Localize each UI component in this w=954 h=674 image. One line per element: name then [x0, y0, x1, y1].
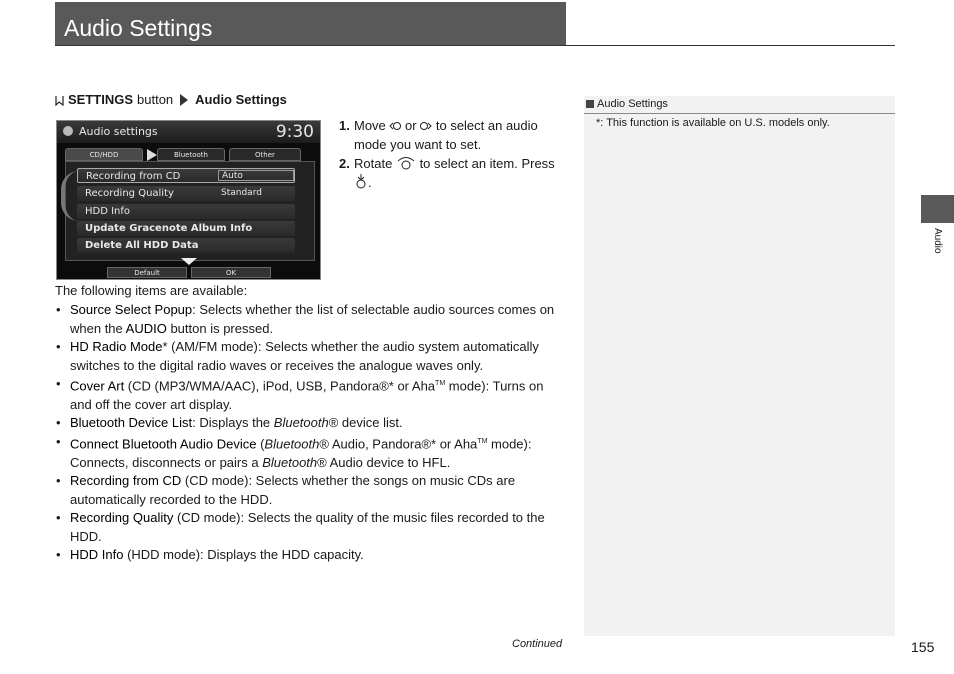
breadcrumb: [55, 92, 287, 107]
tab-bluetooth[interactable]: Bluetooth: [157, 148, 225, 161]
section-tab-marker: [921, 195, 954, 223]
page-title: Audio Settings: [64, 15, 213, 41]
move-right-icon: [420, 120, 432, 132]
continued-label: Continued: [512, 638, 563, 650]
screen-header: [57, 121, 320, 143]
row-label: Recording from CD: [86, 171, 181, 182]
tab-cd-hdd[interactable]: CD/HDD: [65, 148, 143, 161]
row-value: Auto: [222, 171, 243, 181]
list-item: • Bluetooth Device List: Displays the Bluetooth® device list.: [55, 414, 567, 433]
gear-icon: [63, 126, 73, 136]
list-item: • Source Select Popup: Selects whether the list of selectable audio sources comes on when the AUDIO button is pressed.: [55, 301, 567, 338]
screen-row-recording-from-cd[interactable]: [77, 168, 295, 183]
section-tab-label: Audio: [932, 228, 943, 254]
page-title-bar: [55, 2, 566, 45]
list-item: • Connect Bluetooth Audio Device (Bluetooth® Audio, Pandora®* or Aha™ mode): Connects, disconnects or pairs a Bluetooth® Audio device to HFL.: [55, 433, 567, 472]
breadcrumb-arrow-icon: [180, 94, 188, 106]
screen-tabs: [65, 148, 315, 161]
screen-row-delete-hdd[interactable]: [77, 238, 295, 253]
tab-arrow-icon: [147, 149, 157, 161]
sidebar-marker-icon: [586, 100, 594, 108]
list-item: • Recording from CD (CD mode): Selects whether the songs on music CDs are automatically recorded to the HDD.: [55, 472, 567, 509]
row-label: HDD Info: [85, 206, 131, 217]
sidebar-note-box: [584, 96, 895, 636]
list-item: • Recording Quality (CD mode): Selects the quality of the music files recorded to the HDD.: [55, 509, 567, 546]
home-icon: [55, 94, 64, 106]
row-label: Delete All HDD Data: [85, 240, 199, 251]
step-2: 2. Rotate to select an item. Press .: [339, 156, 555, 190]
screen-title: Audio settings: [79, 125, 158, 138]
breadcrumb-button-word: button: [137, 92, 174, 107]
settings-item-list: [55, 301, 567, 565]
instruction-steps: [339, 116, 569, 192]
move-left-icon: [389, 120, 401, 132]
list-item: • HDD Info (HDD mode): Displays the HDD capacity.: [55, 546, 567, 565]
title-rule: [55, 45, 895, 46]
screen-row-update-gracenote[interactable]: [77, 221, 295, 236]
tab-other[interactable]: Other: [229, 148, 301, 161]
ok-button[interactable]: OK: [191, 267, 271, 278]
items-intro: The following items are available:: [55, 283, 248, 298]
list-item: • Cover Art (CD (MP3/WMA/AAC), iPod, USB, Pandora®* or Aha™ mode): Turns on and off the cover art display.: [55, 375, 567, 414]
rotate-knob-icon: [396, 156, 416, 170]
screen-row-recording-quality[interactable]: [77, 186, 295, 201]
step-1: 1. Move or to select an audio mode you want to set.: [339, 118, 538, 152]
breadcrumb-settings: SETTINGS: [68, 92, 134, 107]
screen-row-hdd-info[interactable]: [77, 204, 295, 219]
sidebar-heading: Audio Settings: [584, 96, 895, 114]
press-knob-icon: [354, 173, 368, 189]
row-label: Recording Quality: [85, 188, 174, 199]
breadcrumb-target: Audio Settings: [195, 92, 287, 107]
default-button[interactable]: Default: [107, 267, 187, 278]
sidebar-note: *: This function is available on U.S. models only.: [596, 117, 830, 129]
audio-settings-screen: [56, 120, 321, 280]
page-number: 155: [911, 639, 935, 655]
list-item: • HD Radio Mode* (AM/FM mode): Selects whether the audio system automatically switches to the digital radio waves or receives the analogue waves only.: [55, 338, 567, 375]
scroll-down-icon[interactable]: [181, 258, 197, 265]
row-value: Standard: [221, 188, 262, 198]
screen-clock: 9:30: [275, 122, 314, 142]
row-label: Update Gracenote Album Info: [85, 223, 253, 234]
